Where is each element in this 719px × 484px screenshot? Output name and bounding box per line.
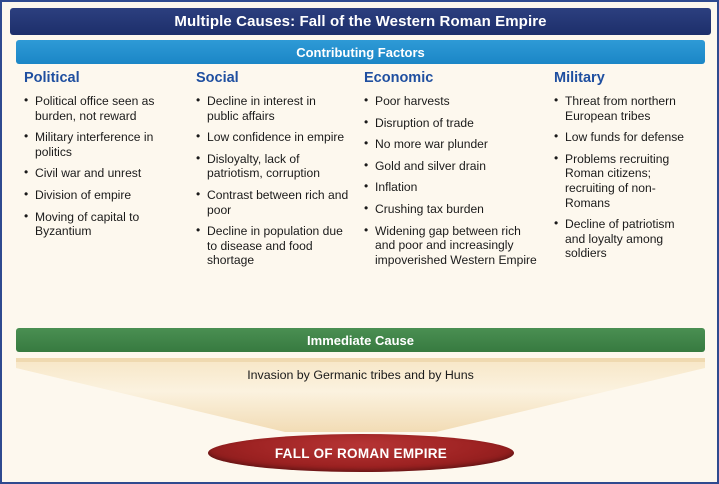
column-heading: Economic bbox=[364, 70, 434, 86]
contributing-factors-label: Contributing Factors bbox=[296, 44, 425, 60]
contributing-factors-band bbox=[16, 40, 705, 64]
outcome-label: FALL OF ROMAN EMPIRE bbox=[274, 445, 448, 461]
immediate-cause-band bbox=[16, 328, 705, 352]
column-list bbox=[24, 94, 182, 239]
column-economic bbox=[360, 70, 550, 320]
column-political bbox=[20, 70, 192, 320]
column-list bbox=[196, 94, 350, 268]
list-item: • Low confidence in empire bbox=[196, 130, 350, 145]
list-item: • Disloyalty, lack of patriotism, corruption bbox=[196, 152, 350, 181]
list-item: • Gold and silver drain bbox=[364, 159, 540, 174]
list-item: • Moving of capital to Byzantium bbox=[24, 210, 182, 239]
list-item: • Division of empire bbox=[24, 188, 182, 203]
column-heading: Military bbox=[554, 70, 605, 86]
list-item: • Political office seen as burden, not reward bbox=[24, 94, 182, 123]
list-item: • Military interference in politics bbox=[24, 130, 182, 159]
list-item: • Inflation bbox=[364, 180, 540, 195]
factor-columns bbox=[16, 70, 705, 320]
list-item: • Poor harvests bbox=[364, 94, 540, 109]
column-heading: Social bbox=[196, 70, 239, 86]
column-military bbox=[550, 70, 701, 320]
list-item: • Decline of patriotism and loyalty among soldiers bbox=[554, 217, 691, 261]
diagram-title-bar bbox=[10, 8, 711, 35]
list-item: • Low funds for defense bbox=[554, 130, 691, 145]
immediate-cause-label: Immediate Cause bbox=[307, 332, 414, 348]
list-item: • Civil war and unrest bbox=[24, 166, 182, 181]
outcome-ellipse bbox=[208, 434, 514, 472]
list-item: • Decline in interest in public affairs bbox=[196, 94, 350, 123]
page-title: Multiple Causes: Fall of the Western Roman Empire bbox=[174, 13, 547, 30]
list-item: • Contrast between rich and poor bbox=[196, 188, 350, 217]
column-social bbox=[192, 70, 360, 320]
column-list bbox=[554, 94, 691, 261]
immediate-cause-text: Invasion by Germanic tribes and by Huns bbox=[247, 368, 474, 382]
column-list bbox=[364, 94, 540, 267]
list-item: • Widening gap between rich and poor and increasingly impoverished Western Empire bbox=[364, 224, 540, 268]
column-heading: Political bbox=[24, 70, 80, 86]
list-item: • Disruption of trade bbox=[364, 116, 540, 131]
funnel-shape bbox=[16, 358, 705, 442]
list-item: • Problems recruiting Roman citizens; recruiting of non-Romans bbox=[554, 152, 691, 210]
list-item: • No more war plunder bbox=[364, 137, 540, 152]
list-item: • Decline in population due to disease and food shortage bbox=[196, 224, 350, 268]
list-item: • Crushing tax burden bbox=[364, 202, 540, 217]
list-item: • Threat from northern European tribes bbox=[554, 94, 691, 123]
